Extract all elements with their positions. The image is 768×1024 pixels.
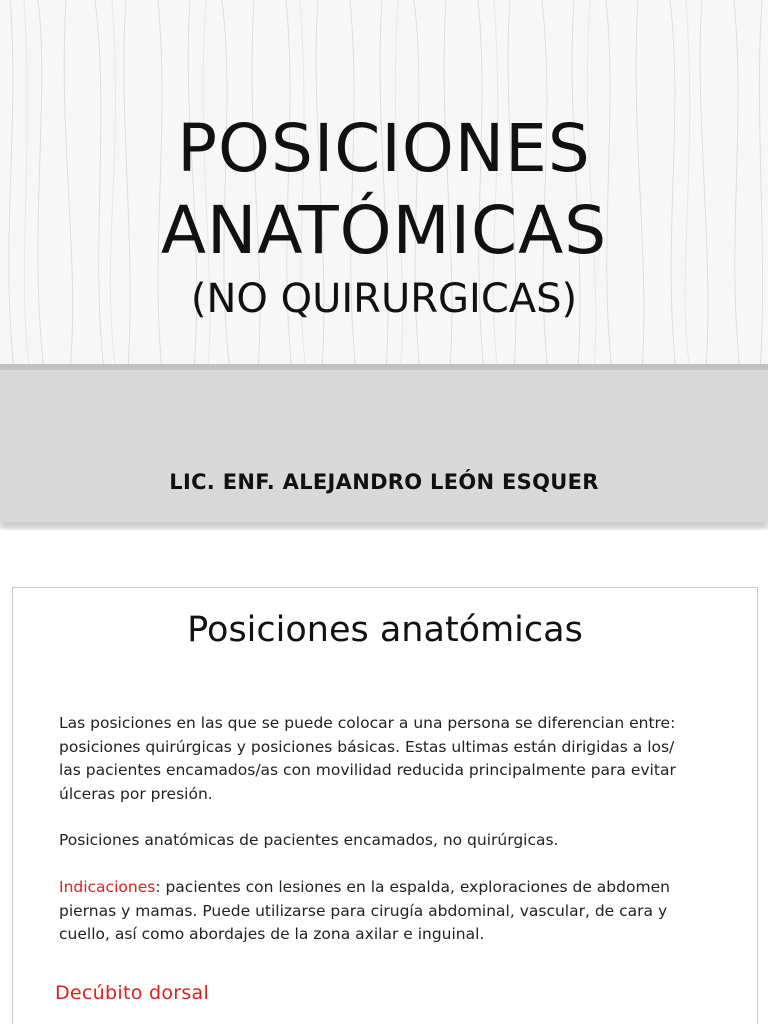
scope-paragraph: Posiciones anatómicas de pacientes encamados, no quirúrgicas.	[59, 831, 559, 849]
indications-paragraph	[59, 876, 679, 947]
author-name: LIC. ENF. ALEJANDRO LEÓN ESQUER	[169, 470, 599, 494]
indications-text: : pacientes con lesiones en la espalda, exploraciones de abdomen piernas y mamas. Puede utilizarse para cirugía abdominal, vascular, de cara y cuello, así como abordajes de la zona axilar e inguinal.	[59, 878, 670, 943]
indications-label: Indicaciones	[59, 878, 156, 896]
title-line-1: POSICIONES	[177, 110, 591, 187]
supine-figure-sketch	[43, 1008, 743, 1024]
subtitle: (NO QUIRURGICAS)	[190, 276, 578, 322]
title-line-2: ANATÓMICAS	[160, 192, 608, 269]
section-heading: Decúbito dorsal	[55, 982, 210, 1004]
intro-paragraph: Las posiciones en las que se puede colocar a una persona se diferencian entre: posiciones quirúrgicas y posiciones básicas. Estas ultimas están dirigidas a los/ las pacientes encamados/as con movilidad reducida principalmente para evitar úlceras por presión.	[59, 714, 676, 803]
content-slide	[12, 587, 758, 1024]
author-band	[0, 364, 768, 522]
slide-heading: Posiciones anatómicas	[187, 610, 583, 650]
title-block	[0, 108, 768, 324]
